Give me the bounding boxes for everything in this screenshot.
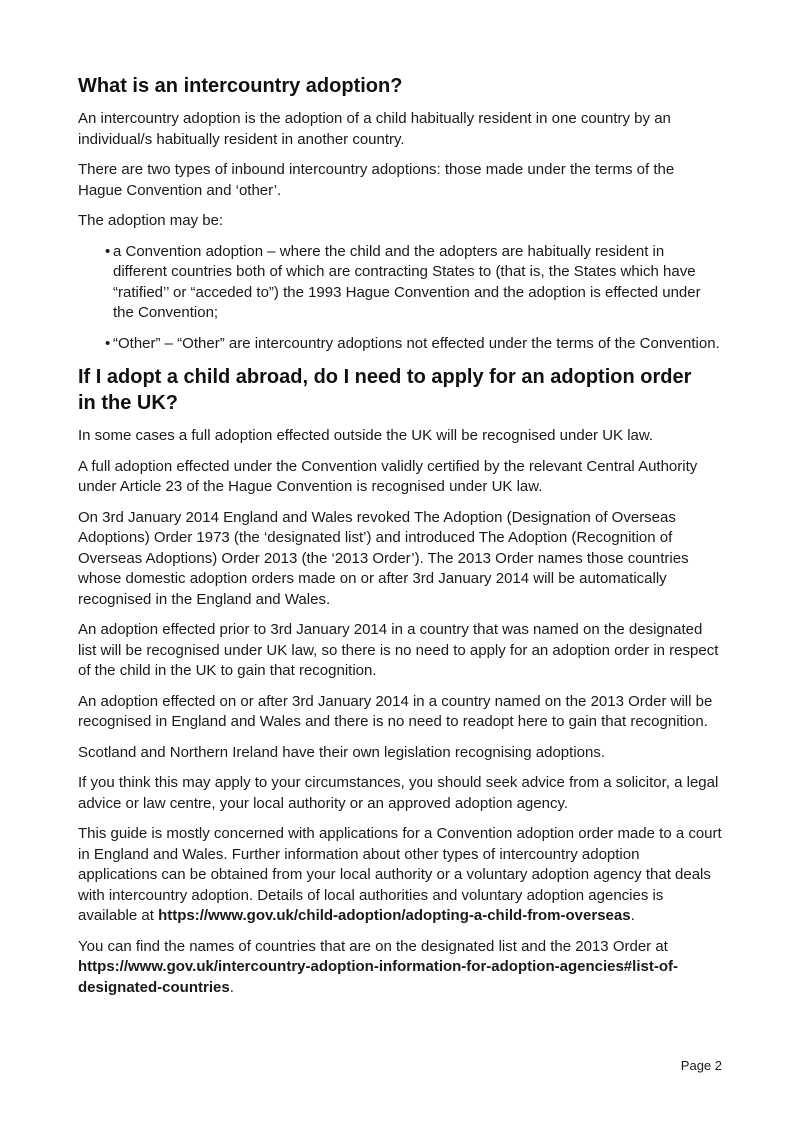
text-run: There are two types of inbound intercountry adoptions: those made under the terms of the Hague Convention and ‘other’. bbox=[78, 161, 675, 199]
paragraph bbox=[78, 743, 722, 764]
bullet-item bbox=[78, 242, 722, 324]
text-run: “Other” – “Other” are intercountry adoptions not effected under the terms of the Convention. bbox=[113, 334, 720, 352]
text-run: a Convention adoption – where the child and the adopters are habitually resident in different countries both of which are contracting States to (that is, the States which have “ratified’’ or “acceded to”) the 1993 Hague Convention and the adoption is effected under the Convention; bbox=[113, 242, 701, 321]
text-run: A full adoption effected under the Convention validly certified by the relevant Central Authority under Article 23 of the Hague Convention is recognised under UK law. bbox=[78, 457, 698, 495]
document-body bbox=[78, 73, 722, 998]
bold-link-text: https://www.gov.uk/intercountry-adoption-information-for-adoption-agencies#list-of-designated-countries bbox=[78, 958, 678, 996]
bullet-item bbox=[78, 334, 722, 355]
text-run: . bbox=[630, 907, 635, 924]
bullet-list bbox=[78, 242, 722, 355]
text-run: In some cases a full adoption effected outside the UK will be recognised under UK law. bbox=[78, 427, 654, 444]
section-heading: If I adopt a child abroad, do I need to apply for an adoption order in the UK? bbox=[78, 366, 692, 414]
paragraph bbox=[78, 824, 722, 927]
bold-link-text: https://www.gov.uk/child-adoption/adopting-a-child-from-overseas bbox=[158, 907, 631, 924]
text-run: The adoption may be: bbox=[78, 212, 224, 229]
paragraph bbox=[78, 620, 722, 682]
text-run: If you think this may apply to your circumstances, you should seek advice from a solicitor, a legal advice or law centre, your local authority or an approved adoption agency. bbox=[78, 774, 719, 812]
text-run: You can find the names of countries that are on the designated list and the 2013 Order at bbox=[78, 937, 668, 955]
text-run: An adoption effected prior to 3rd January 2014 in a country that was named on the designated list will be recognised under UK law, so there is no need to apply for an adoption order in respect of the child in the UK to gain that recognition. bbox=[78, 621, 719, 679]
paragraph bbox=[78, 508, 722, 611]
text-run: Scotland and Northern Ireland have their own legislation recognising adoptions. bbox=[78, 743, 605, 761]
text-run: An adoption effected on or after 3rd January 2014 in a country named on the 2013 Order will be recognised in England and Wales and there is no need to readopt here to gain that recognition. bbox=[78, 692, 713, 730]
paragraph bbox=[78, 109, 722, 150]
text-run: An intercountry adoption is the adoption of a child habitually resident in one country by an individual/s habitually resident in another country. bbox=[78, 110, 671, 148]
text-run: . bbox=[229, 978, 234, 996]
section-heading: What is an intercountry adoption? bbox=[78, 75, 403, 97]
paragraph bbox=[78, 773, 722, 814]
paragraph bbox=[78, 937, 722, 999]
paragraph bbox=[78, 457, 722, 498]
paragraph bbox=[78, 211, 722, 232]
text-run: This guide is mostly concerned with applications for a Convention adoption order made to a court in England and Wales. Further information about other types of intercountry adoption applications can be obtained from your local authority or a voluntary adoption agency that deals with intercountry adoption. Details of local authorities and voluntary adoption agencies is available at bbox=[78, 825, 722, 924]
paragraph bbox=[78, 692, 722, 733]
paragraph bbox=[78, 160, 722, 201]
page-number: Page 2 bbox=[680, 1058, 722, 1073]
paragraph bbox=[78, 426, 722, 447]
text-run: On 3rd January 2014 England and Wales revoked The Adoption (Designation of Overseas Adoptions) Order 1973 (the ‘designated list’) and introduced The Adoption (Recognition of Overseas Adoptions) Order 2013 (the ‘2013 Order’). The 2013 Order names those countries whose domestic adoption orders made on or after 3rd January 2014 will be automatically recognised in the England and Wales. bbox=[78, 508, 689, 608]
